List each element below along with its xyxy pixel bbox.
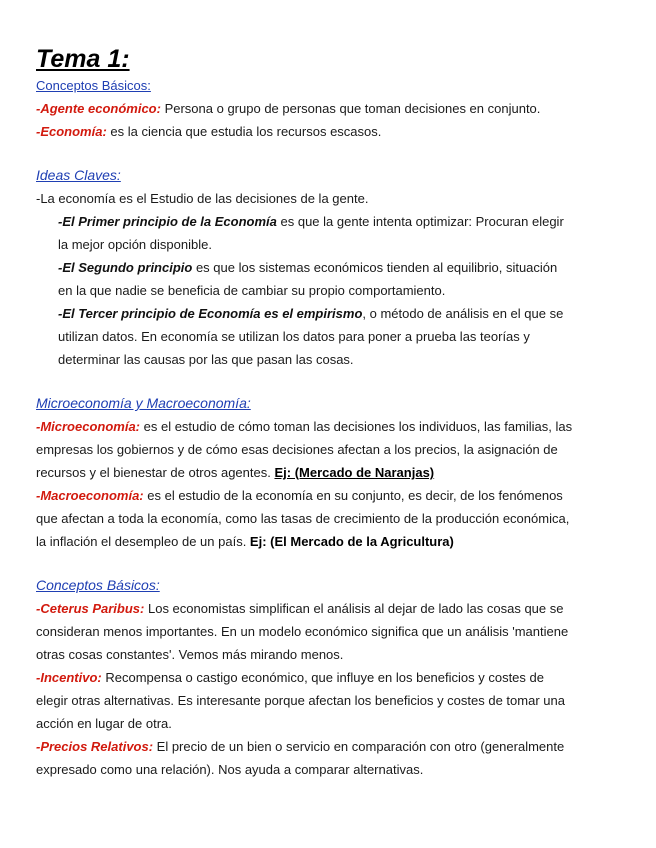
principle-2	[36, 256, 626, 279]
def-text: Los economistas simplifican el análisis al dejar de lado las cosas que se	[144, 601, 564, 616]
term-label: -Incentivo:	[36, 670, 102, 685]
def-macroeconomia	[36, 484, 626, 507]
principle-label: -El Segundo principio	[58, 260, 193, 275]
def-precios-relativos	[36, 735, 626, 758]
example-label: Ej: (El Mercado de la Agricultura)	[249, 534, 454, 549]
def-economia	[36, 120, 626, 143]
def-incentivo-cont: acción en lugar de otra.	[36, 716, 172, 731]
def-text: es el estudio de la economía en su conjunto, es decir, de los fenómenos	[143, 488, 563, 503]
def-microeconomia-cont: empresas los gobiernos y de cómo esas decisiones afectan a los precios, la asignación de	[36, 442, 558, 457]
def-text: la inflación el desempleo de un país.	[36, 534, 250, 549]
term-label: -Microeconomía:	[36, 419, 141, 434]
def-incentivo-cont: elegir otras alternativas. Es interesante porque afectan los beneficios y costes de tomar una	[36, 693, 565, 708]
def-text: es la ciencia que estudia los recursos escasos.	[106, 124, 382, 139]
def-agente-economico	[36, 97, 626, 120]
principle-label: -El Tercer principio de Economía es el empirismo	[58, 306, 363, 321]
def-text: Persona o grupo de personas que toman decisiones en conjunto.	[160, 101, 541, 116]
heading-conceptos-basicos-2: Conceptos Básicos:	[36, 577, 160, 593]
def-macroeconomia-cont: que afectan a toda la economía, como las tasas de crecimiento de la producción económica,	[36, 511, 570, 526]
example-label: Ej: (Mercado de Naranjas)	[274, 465, 435, 480]
principle-1-cont: la mejor opción disponible.	[58, 237, 212, 252]
def-macroeconomia-cont	[36, 530, 626, 553]
principle-text: es que los sistemas económicos tienden al equilibrio, situación	[192, 260, 558, 275]
principle-1	[36, 210, 626, 233]
def-text: es el estudio de cómo toman las decisiones los individuos, las familias, las	[140, 419, 573, 434]
heading-ideas-claves: Ideas Claves:	[36, 167, 121, 183]
principle-text: , o método de análisis en el que se	[362, 306, 564, 321]
heading-micro-macro: Microeconomía y Macroeconomía:	[36, 395, 251, 411]
term-label: -Agente económico:	[36, 101, 161, 116]
def-text: recursos y el bienestar de otros agentes.	[36, 465, 275, 480]
term-label: -Precios Relativos:	[36, 739, 154, 754]
principle-3	[36, 302, 626, 325]
principle-3-cont: utilizan datos. En economía se utilizan los datos para poner a prueba las teorías y	[58, 329, 530, 344]
def-microeconomia	[36, 415, 626, 438]
principle-3-cont: determinar las causas por las que pasan las cosas.	[58, 352, 354, 367]
def-ceteris-paribus-cont: otras cosas constantes'. Vemos más mirando menos.	[36, 647, 344, 662]
term-label: -Economía:	[36, 124, 107, 139]
def-text: El precio de un bien o servicio en comparación con otro (generalmente	[153, 739, 565, 754]
term-label: -Ceterus Paribus:	[36, 601, 145, 616]
def-text: Recompensa o castigo económico, que influye en los beneficios y costes de	[101, 670, 544, 685]
page-title: Tema 1:	[36, 45, 130, 73]
ideas-intro: -La economía es el Estudio de las decisiones de la gente.	[36, 191, 369, 206]
def-ceteris-paribus	[36, 597, 626, 620]
def-microeconomia-cont	[36, 461, 626, 484]
heading-conceptos-basicos-1: Conceptos Básicos:	[36, 78, 151, 93]
principle-2-cont: en la que nadie se beneficia de cambiar su propio comportamiento.	[58, 283, 446, 298]
def-incentivo	[36, 666, 626, 689]
document-page	[36, 44, 626, 781]
principle-text: es que la gente intenta optimizar: Procuran elegir	[276, 214, 564, 229]
principle-label: -El Primer principio de la Economía	[58, 214, 277, 229]
def-precios-relativos-cont: expresado como una relación). Nos ayuda a comparar alternativas.	[36, 762, 424, 777]
term-label: -Macroeconomía:	[36, 488, 144, 503]
def-ceteris-paribus-cont: consideran menos importantes. En un modelo económico significa que un análisis 'mantiene	[36, 624, 569, 639]
